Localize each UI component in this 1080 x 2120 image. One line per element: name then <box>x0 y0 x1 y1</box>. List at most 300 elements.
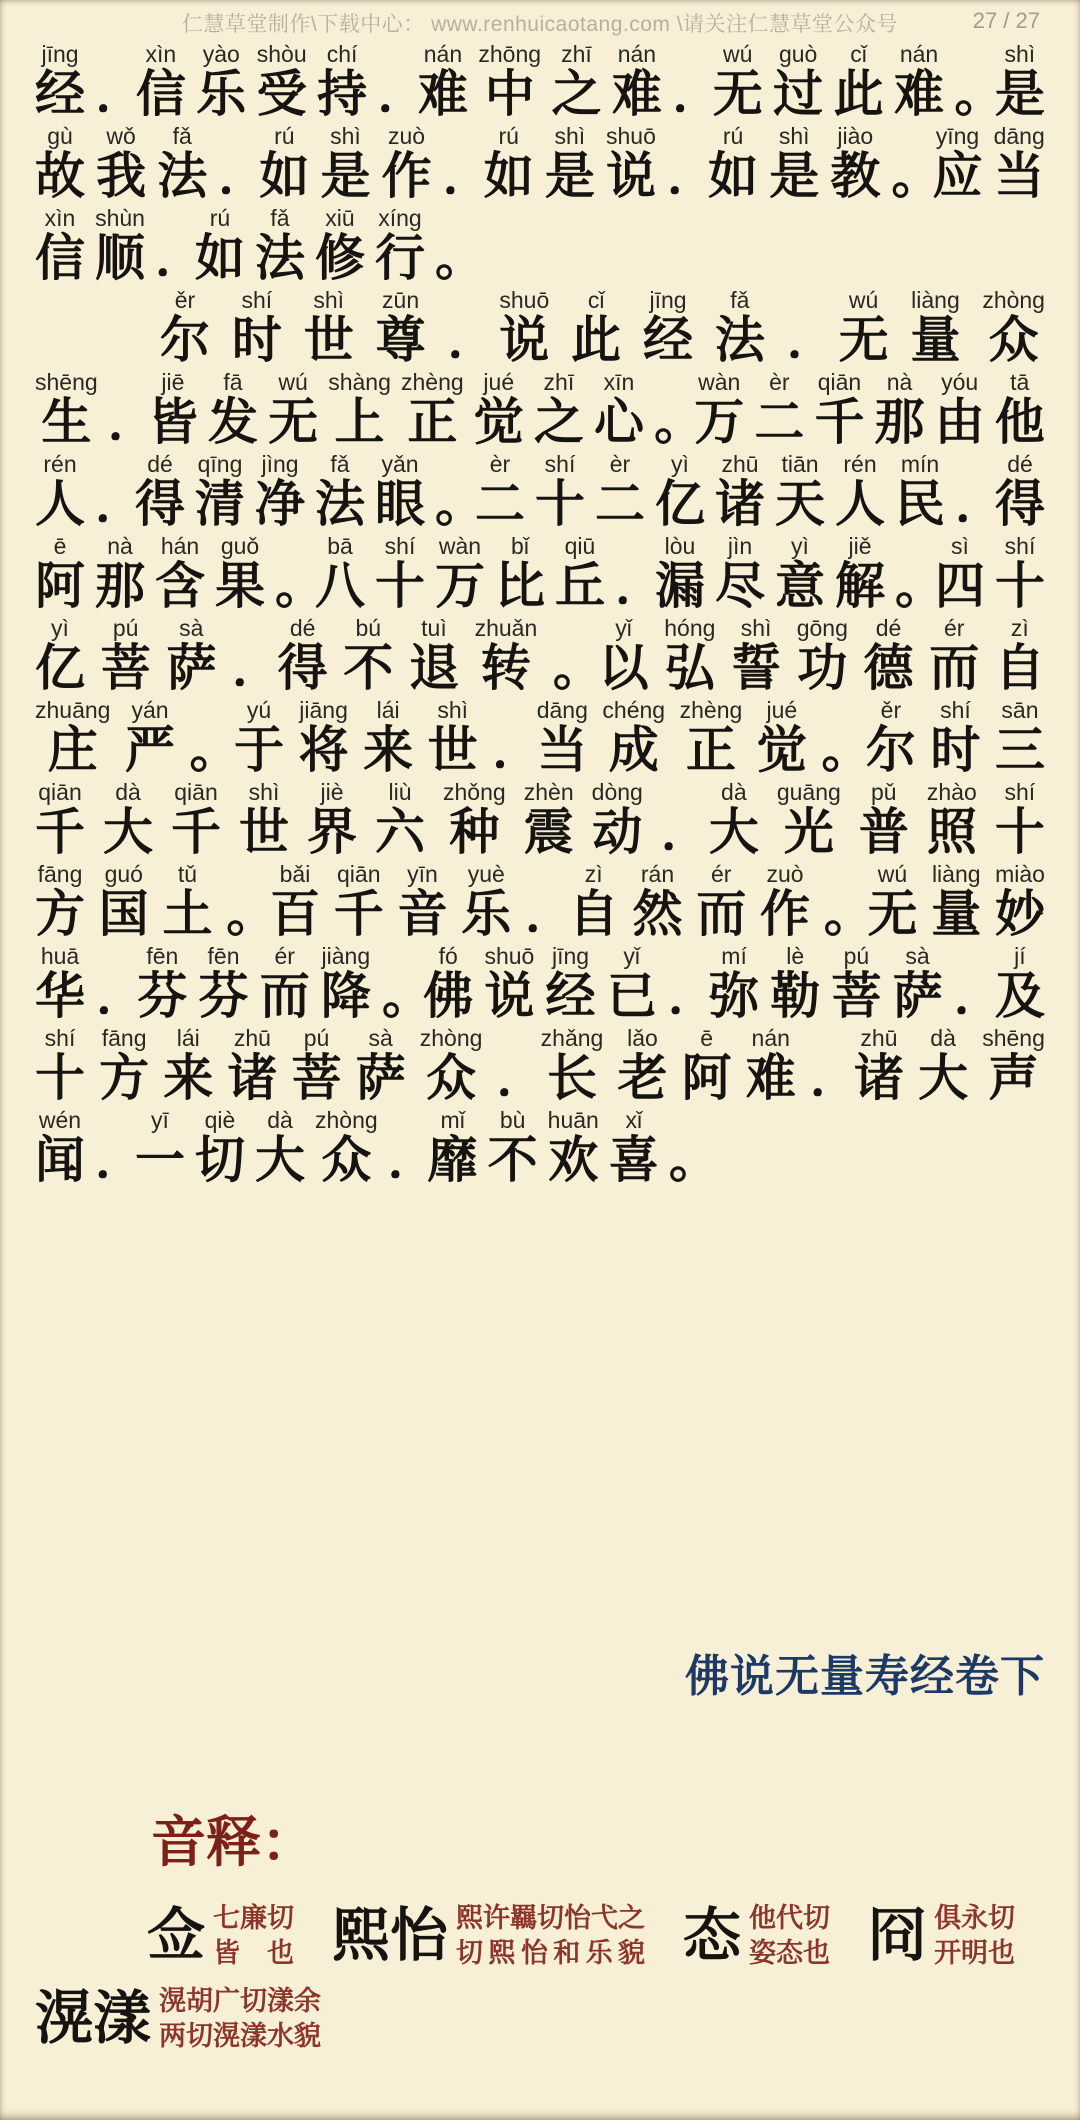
sutra-line <box>35 366 1045 448</box>
pinyin-text: pú <box>112 615 139 641</box>
hanzi-text: 音 <box>397 886 448 942</box>
hanzi-text: ． <box>615 558 665 614</box>
yinshi-note-line: 皆也 <box>213 1937 295 1969</box>
syllable-unit <box>137 942 187 1022</box>
hanzi-text: 。 <box>189 722 240 778</box>
hanzi-text: 正 <box>685 722 736 778</box>
hanzi-text: 他 <box>994 394 1045 450</box>
hanzi-text: 觉 <box>473 394 524 450</box>
syllable-unit <box>315 532 365 612</box>
syllable-unit <box>35 778 85 858</box>
yinshi-note-line: 熙许羈切怡弋之 <box>456 1903 646 1935</box>
hanzi-text: 修 <box>315 230 365 286</box>
hanzi-text: 而 <box>696 886 747 942</box>
pinyin-text: yuè <box>467 861 505 887</box>
hanzi-text: ． <box>95 1132 145 1188</box>
pinyin-text: nán <box>423 41 463 67</box>
hanzi-text: 民 <box>895 476 945 532</box>
pinyin-text: jiē <box>161 369 185 395</box>
pinyin-text: zhuāng <box>35 697 111 723</box>
syllable-unit <box>545 122 595 202</box>
pinyin-text: xīn <box>603 369 635 395</box>
syllable-unit <box>995 368 1045 448</box>
hanzi-text: 说 <box>484 968 535 1024</box>
pinyin-text: lòu <box>664 533 696 559</box>
pinyin-text: bǎi <box>279 861 311 887</box>
syllable-unit <box>475 450 525 530</box>
pinyin-text: wàn <box>438 533 482 559</box>
syllable-unit <box>859 778 909 858</box>
syllable-unit <box>356 1024 406 1104</box>
hanzi-text: 。 <box>275 558 325 614</box>
hanzi-text: 受 <box>256 66 307 122</box>
syllable-unit <box>709 942 759 1022</box>
hanzi-text: 信 <box>35 230 85 286</box>
pinyin-text: guǒ <box>220 533 260 559</box>
syllable-unit <box>95 204 145 284</box>
syllable-unit <box>375 204 425 284</box>
hanzi-text: 誓 <box>731 640 782 696</box>
hanzi-text: ． <box>667 968 718 1024</box>
punctuation-unit <box>660 778 711 860</box>
hanzi-text: 方 <box>99 1050 150 1106</box>
pinyin-text: shuō <box>484 943 535 969</box>
syllable-unit <box>995 614 1045 694</box>
yinshi-entries-row-2 <box>35 1985 1045 2054</box>
hanzi-text: 应 <box>932 148 983 204</box>
pinyin-text: yóu <box>941 369 979 395</box>
pinyin-text: jué <box>483 369 515 395</box>
pinyin-text: shí <box>44 1025 76 1051</box>
yinshi-entry <box>683 1902 830 1971</box>
hanzi-text: 勒 <box>770 968 821 1024</box>
punctuation-unit <box>552 614 603 696</box>
hanzi-text: 妙 <box>995 886 1045 942</box>
hanzi-text: 来 <box>163 1050 214 1106</box>
syllable-unit <box>196 40 246 120</box>
hanzi-text: 震 <box>523 804 574 860</box>
punctuation-unit <box>654 368 705 450</box>
pinyin-text: zhī <box>543 369 575 395</box>
hanzi-text: 普 <box>858 804 909 860</box>
hanzi-text: 我 <box>96 148 147 204</box>
sutra-line <box>35 120 1045 202</box>
syllable-unit <box>35 942 85 1022</box>
hanzi-text: 皆 <box>147 394 198 450</box>
pinyin-text: hóng <box>664 615 716 641</box>
syllable-unit <box>475 614 538 694</box>
hanzi-text: ． <box>218 148 269 204</box>
pinyin-text: lè <box>786 943 805 969</box>
punctuation-unit <box>667 122 718 204</box>
syllable-unit <box>534 368 584 448</box>
pinyin-text: rú <box>498 123 519 149</box>
syllable-unit <box>320 122 370 202</box>
syllable-unit <box>35 1024 85 1104</box>
syllable-unit <box>814 368 864 448</box>
hanzi-text: 如 <box>195 230 245 286</box>
pinyin-text: tǔ <box>177 861 198 887</box>
hanzi-text: 丘 <box>555 558 605 614</box>
syllable-unit <box>35 1106 85 1186</box>
syllable-unit <box>398 860 448 940</box>
hanzi-text: 弥 <box>709 968 760 1024</box>
syllable-unit <box>484 942 534 1022</box>
syllable-unit <box>664 614 715 694</box>
hanzi-text: ． <box>672 66 723 122</box>
pinyin-text: guò <box>778 41 818 67</box>
syllable-unit <box>537 696 588 776</box>
pinyin-text: shí <box>1004 779 1036 805</box>
hanzi-text: 法 <box>255 230 305 286</box>
hanzi-text: 百 <box>270 886 320 942</box>
hanzi-text: 那 <box>874 394 925 450</box>
hanzi-text: 转 <box>480 640 531 696</box>
syllable-unit <box>423 942 473 1022</box>
syllable-unit <box>854 1024 904 1104</box>
pinyin-text: tā <box>1010 369 1030 395</box>
hanzi-text: 已 <box>606 968 657 1024</box>
pinyin-text: wú <box>278 369 308 395</box>
hanzi-text: 如 <box>708 148 759 204</box>
punctuation-unit <box>954 40 1005 122</box>
syllable-unit <box>715 532 765 612</box>
syllable-unit <box>602 696 665 776</box>
hanzi-text: 。 <box>226 886 277 942</box>
pinyin-text: zhǎng <box>540 1025 604 1051</box>
hanzi-text: 无 <box>712 66 763 122</box>
syllable-unit <box>551 40 601 120</box>
pinyin-text: qiān <box>38 779 82 805</box>
pinyin-text: shì <box>248 779 280 805</box>
syllable-unit <box>868 860 918 940</box>
pinyin-text: zhī <box>561 41 592 67</box>
syllable-unit <box>343 614 393 694</box>
pinyin-text: gōng <box>796 615 848 641</box>
syllable-unit <box>376 286 426 366</box>
hanzi-text: ． <box>442 148 493 204</box>
syllable-unit <box>315 204 365 284</box>
syllable-unit <box>834 40 884 120</box>
yinshi-entry <box>35 1985 321 2054</box>
hanzi-text: 以 <box>598 640 649 696</box>
hanzi-text: 功 <box>797 640 848 696</box>
syllable-unit <box>935 532 985 612</box>
syllable-unit <box>617 1024 667 1104</box>
pinyin-text: èr <box>489 451 511 477</box>
hanzi-text: 然 <box>632 886 683 942</box>
syllable-unit <box>484 122 534 202</box>
yinshi-entry-character: 熙怡 <box>332 1903 449 1969</box>
syllable-unit <box>994 122 1045 202</box>
yinshi-section-title: 音释： <box>151 1808 317 1874</box>
syllable-unit <box>401 368 464 448</box>
pinyin-text: pú <box>843 943 870 969</box>
syllable-unit <box>927 778 977 858</box>
hanzi-text: ． <box>492 722 543 778</box>
pinyin-text: liàng <box>911 287 960 313</box>
pinyin-text: qiān <box>337 861 381 887</box>
sutra-line <box>35 858 1045 940</box>
hanzi-text: 十 <box>994 804 1045 860</box>
hanzi-text: 故 <box>35 148 85 204</box>
pinyin-text: bù <box>499 1107 526 1133</box>
hanzi-text: 量 <box>931 886 982 942</box>
pinyin-text: huān <box>547 1107 599 1133</box>
yinshi-entry-note <box>159 1985 321 2054</box>
hanzi-text: 如 <box>483 148 534 204</box>
syllable-unit <box>864 614 914 694</box>
pinyin-text: zhū <box>721 451 759 477</box>
hanzi-text: 退 <box>408 640 459 696</box>
pinyin-text: cǐ <box>587 287 605 313</box>
punctuation-unit <box>809 1024 860 1106</box>
syllable-unit <box>982 286 1045 366</box>
pinyin-text: shí <box>384 533 416 559</box>
syllable-unit <box>35 860 85 940</box>
yinshi-note-line: 他代切 <box>749 1903 831 1935</box>
syllable-unit <box>292 1024 342 1104</box>
pinyin-text: rú <box>722 123 744 149</box>
pinyin-text: fēn <box>207 943 240 969</box>
hanzi-text: ． <box>231 640 282 696</box>
hanzi-text: 庄 <box>47 722 98 778</box>
syllable-unit <box>830 122 880 202</box>
pinyin-text: huā <box>40 943 80 969</box>
syllable-unit <box>680 696 743 776</box>
syllable-unit <box>227 1024 277 1104</box>
pinyin-text: jīng <box>41 41 79 67</box>
pinyin-text: yán <box>131 697 169 723</box>
pinyin-text: jiàng <box>321 943 371 969</box>
hanzi-text: 。 <box>552 640 603 696</box>
syllable-unit <box>535 450 585 530</box>
yinshi-entry-character: 态 <box>683 1903 742 1969</box>
punctuation-unit <box>525 860 575 942</box>
pinyin-text: lái <box>376 697 400 723</box>
hanzi-text: 尽 <box>715 558 765 614</box>
yinshi-entry-note <box>213 1902 294 1971</box>
syllable-unit <box>910 286 960 366</box>
hanzi-text: ． <box>447 312 498 368</box>
syllable-unit <box>835 450 885 530</box>
syllable-unit <box>428 696 478 776</box>
syllable-unit <box>268 368 318 448</box>
pinyin-text: ē <box>700 1025 713 1051</box>
hanzi-text: 千 <box>35 804 85 860</box>
hanzi-text: 老 <box>617 1050 668 1106</box>
hanzi-text: 十 <box>535 476 585 532</box>
hanzi-text: 此 <box>833 66 884 122</box>
syllable-unit <box>612 40 662 120</box>
hanzi-text: 弘 <box>664 640 715 696</box>
yinshi-entry-character: 冏 <box>868 1903 927 1969</box>
hanzi-text: 成 <box>608 722 659 778</box>
pinyin-text: shí <box>1004 533 1036 559</box>
pinyin-text: shì <box>1004 41 1036 67</box>
hanzi-text: 量 <box>910 312 961 368</box>
pinyin-text: lǎo <box>627 1025 658 1051</box>
hanzi-text: 亿 <box>35 640 85 696</box>
syllable-unit <box>548 1106 599 1186</box>
hanzi-text: 净 <box>255 476 305 532</box>
punctuation-unit <box>96 942 147 1024</box>
syllable-unit <box>875 368 925 448</box>
pinyin-text: fā <box>223 369 243 395</box>
hanzi-text: 经 <box>545 968 596 1024</box>
syllable-unit <box>101 614 151 694</box>
syllable-unit <box>299 696 349 776</box>
punctuation-unit <box>107 368 158 450</box>
syllable-unit <box>409 614 459 694</box>
punctuation-unit <box>95 450 145 532</box>
syllable-unit <box>918 1024 968 1104</box>
syllable-unit <box>155 532 205 612</box>
pinyin-text: rén <box>843 451 877 477</box>
pinyin-text: dà <box>721 779 747 805</box>
pinyin-text: zì <box>584 861 603 887</box>
hanzi-text: 靡 <box>427 1132 478 1188</box>
pinyin-text: shì <box>313 287 345 313</box>
pinyin-text: tuì <box>421 615 447 641</box>
syllable-unit <box>524 778 574 858</box>
hanzi-text: 不 <box>487 1132 538 1188</box>
hanzi-text: 时 <box>231 312 282 368</box>
pinyin-text: ē <box>53 533 67 559</box>
hanzi-text: 诸 <box>227 1050 278 1106</box>
hanzi-text: 。 <box>895 558 945 614</box>
syllable-unit <box>255 1106 305 1186</box>
hanzi-text: 得 <box>277 640 328 696</box>
syllable-unit <box>935 368 985 448</box>
syllable-unit <box>321 942 371 1022</box>
pinyin-text: fǎ <box>172 123 192 149</box>
hanzi-text: 诸 <box>715 476 765 532</box>
pinyin-text: yī <box>151 1107 169 1133</box>
syllable-unit <box>709 778 759 858</box>
syllable-unit <box>775 450 825 530</box>
syllable-unit <box>208 368 258 448</box>
hanzi-text: 不 <box>343 640 394 696</box>
yinshi-note-line: 开明也 <box>934 1937 1016 1969</box>
syllable-unit <box>195 1106 245 1186</box>
syllable-unit <box>995 860 1045 940</box>
pinyin-text: yì <box>51 615 69 641</box>
pinyin-text: ér <box>943 615 965 641</box>
hanzi-text: 难 <box>745 1050 796 1106</box>
hanzi-text: 时 <box>930 722 981 778</box>
hanzi-text: 万 <box>694 394 745 450</box>
hanzi-text: 土 <box>162 886 213 942</box>
syllable-unit <box>995 532 1045 612</box>
hanzi-text: 二 <box>475 476 525 532</box>
hanzi-text: 天 <box>775 476 825 532</box>
yinshi-entry <box>147 1902 294 1971</box>
pinyin-text: wú <box>877 861 908 887</box>
syllable-unit <box>315 450 365 530</box>
hanzi-text: 四 <box>935 558 985 614</box>
syllable-unit <box>260 942 310 1022</box>
syllable-unit <box>420 1024 483 1104</box>
pinyin-text: shuō <box>606 123 656 149</box>
hanzi-text: 二 <box>595 476 645 532</box>
pinyin-text: sà <box>179 615 204 641</box>
pinyin-text: dà <box>930 1025 956 1051</box>
sutra-content <box>35 38 1045 2054</box>
hanzi-text: ． <box>107 394 158 450</box>
syllable-unit <box>607 942 657 1022</box>
hanzi-text: 。 <box>654 394 705 450</box>
syllable-unit <box>135 1106 185 1186</box>
hanzi-text: 众 <box>988 312 1039 368</box>
pinyin-text: èr <box>769 369 790 395</box>
syllable-unit <box>746 1024 796 1104</box>
pinyin-text: mí <box>721 943 747 969</box>
pinyin-text: zuò <box>766 861 804 887</box>
hanzi-text: 比 <box>495 558 545 614</box>
syllable-unit <box>135 450 185 530</box>
hanzi-text: 来 <box>363 722 414 778</box>
hanzi-text: 乐 <box>461 886 512 942</box>
pinyin-text: jīng <box>552 943 590 969</box>
hanzi-text: ． <box>660 804 711 860</box>
syllable-unit <box>715 450 765 530</box>
pinyin-text: jiāng <box>299 697 348 723</box>
pinyin-text: hán <box>160 533 200 559</box>
pinyin-text: shì <box>554 123 586 149</box>
hanzi-text: 将 <box>298 722 349 778</box>
hanzi-text: 漏 <box>655 558 705 614</box>
pinyin-text: yì <box>791 533 809 559</box>
syllable-unit <box>428 1106 478 1186</box>
pinyin-text: zhòng <box>419 1025 483 1051</box>
sutra-line <box>35 202 1045 284</box>
punctuation-unit <box>226 860 277 942</box>
hanzi-text: 大 <box>918 1050 969 1106</box>
pinyin-text: nán <box>751 1025 790 1051</box>
hanzi-text: 华 <box>35 968 85 1024</box>
hanzi-text: 尊 <box>375 312 426 368</box>
hanzi-text: 万 <box>435 558 485 614</box>
syllable-unit <box>334 860 384 940</box>
syllable-unit <box>375 778 425 858</box>
hanzi-text: 。 <box>891 148 942 204</box>
pinyin-text: rén <box>43 451 77 477</box>
hanzi-text: 十 <box>375 558 425 614</box>
yinshi-note-line: 滉胡广切漾余 <box>159 1986 322 2018</box>
hanzi-text: ． <box>95 66 146 122</box>
syllable-unit <box>995 696 1045 776</box>
hanzi-text: 说 <box>499 312 550 368</box>
pinyin-text: shì <box>330 123 361 149</box>
syllable-unit <box>708 122 758 202</box>
hanzi-text: 种 <box>449 804 500 860</box>
sutra-line <box>35 940 1045 1022</box>
pinyin-text: bǐ <box>511 533 529 559</box>
syllable-unit <box>655 532 705 612</box>
hanzi-text: 得 <box>135 476 185 532</box>
pinyin-text: sān <box>1001 697 1039 723</box>
pinyin-text: fǎ <box>730 287 750 313</box>
pinyin-text: chéng <box>602 697 666 723</box>
punctuation-unit <box>672 40 723 122</box>
syllable-unit <box>831 942 881 1022</box>
syllable-unit <box>171 778 221 858</box>
syllable-unit <box>569 860 619 940</box>
hanzi-text: 严 <box>125 722 175 778</box>
pinyin-text: shēng <box>35 369 98 395</box>
syllable-unit <box>835 532 885 612</box>
